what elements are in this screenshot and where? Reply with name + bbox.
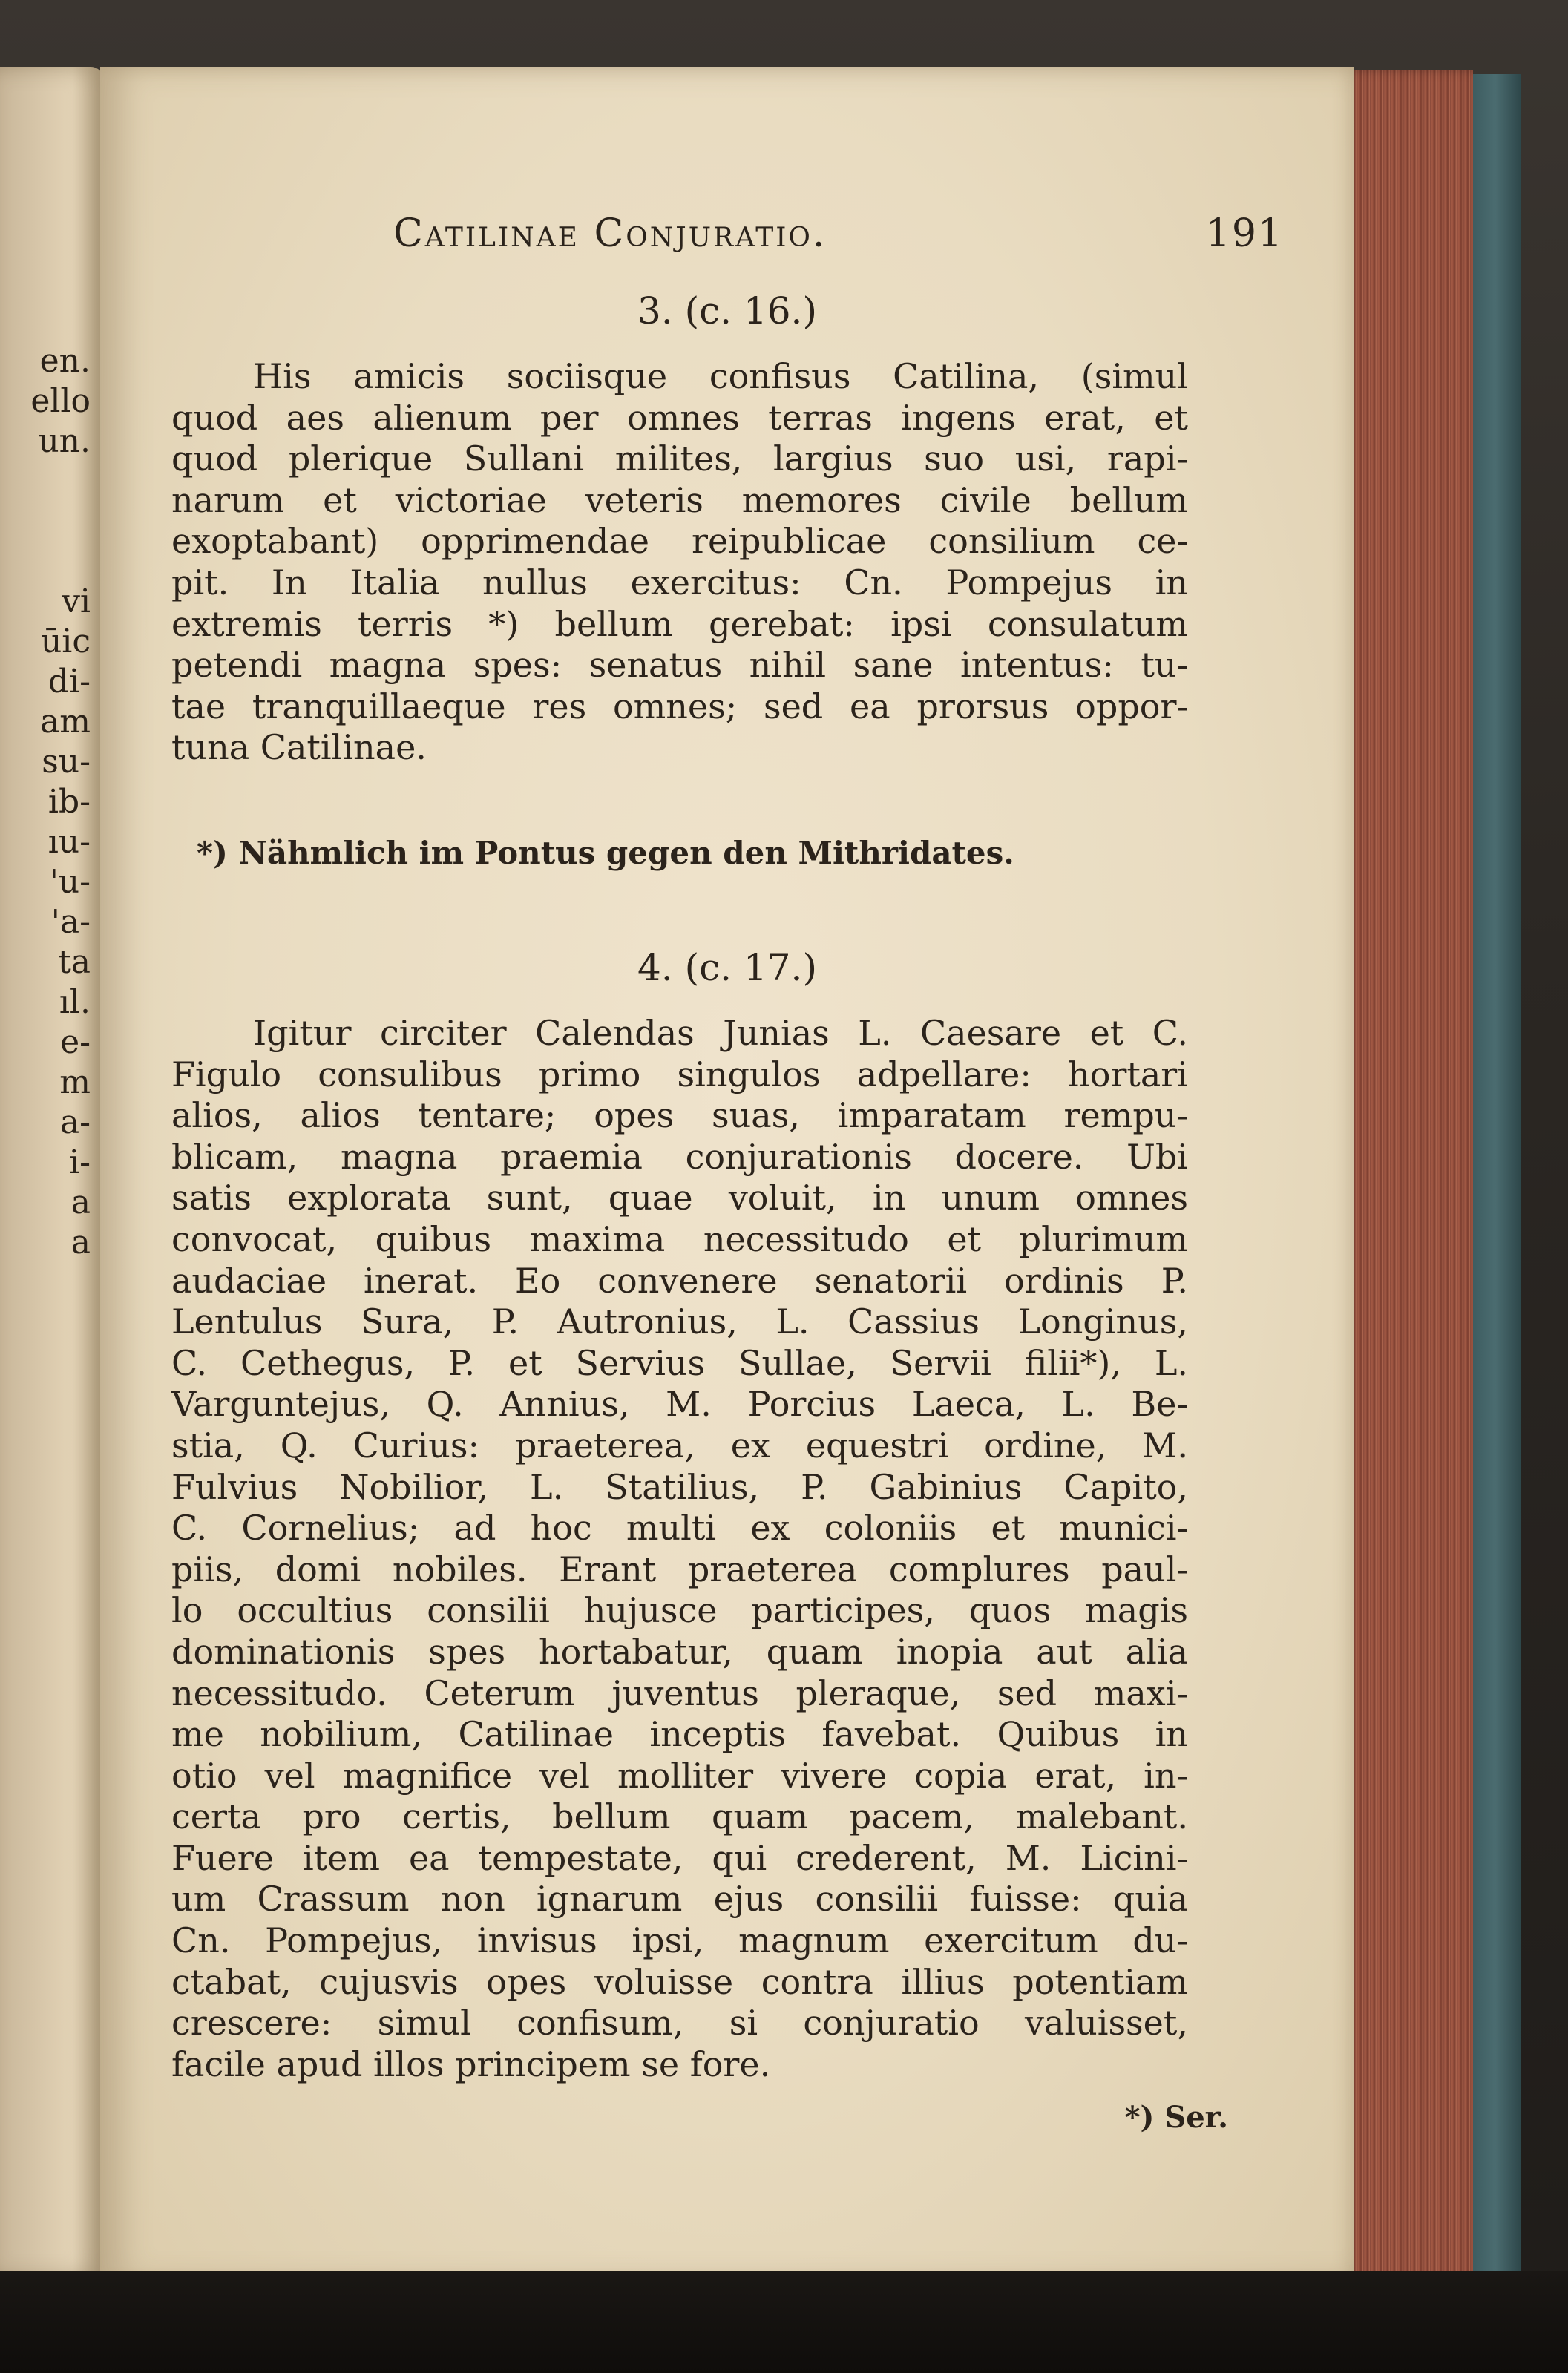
text-line: certa pro certis, bellum quam pacem, malebant.: [171, 1796, 1188, 1837]
facing-page-fragment: [0, 542, 96, 582]
running-head: [393, 211, 1284, 263]
text-line: facile apud illos principem se fore.: [171, 2044, 771, 2084]
text-line: extremis terris *) bellum gerebat: ipsi consulatum: [171, 603, 1188, 644]
text-line: audaciae inerat. Eo convenere senatorii ordinis P.: [171, 1260, 1188, 1301]
text-line: blicam, magna praemia conjurationis docere. Ubi: [171, 1136, 1188, 1177]
catchword: *) Ser.: [1124, 2100, 1228, 2135]
text-line: Figulo consulibus primo singulos adpellare: hortari: [171, 1054, 1188, 1094]
text-line: um Crassum non ignarum ejus consilii fuisse: quia: [171, 1879, 1188, 1920]
text-line: narum et victoriae veteris memores civile bellum: [171, 479, 1188, 520]
facing-page-fragment: ūic: [40, 623, 91, 660]
facing-page-fragment: [0, 502, 96, 542]
text-line: otio vel magnifice vel molliter vivere copia erat, in-: [171, 1755, 1188, 1796]
text-line: His amicis sociisque confisus Catilina, (simul: [253, 356, 1188, 396]
footnote: *) Nähmlich im Pontus gegen den Mithridates.: [197, 835, 1014, 871]
text-line: Cn. Pompejus, invisus ipsi, magnum exercitum du-: [171, 1920, 1188, 1961]
book-cover-edge: [1469, 74, 1521, 2271]
facing-page-fragment: [0, 462, 96, 502]
facing-page-fragment: en.: [39, 342, 91, 380]
facing-page-fragment: ıu-: [47, 823, 91, 861]
facing-page-fragment: 'a-: [50, 903, 91, 941]
text-line: piis, domi nobiles. Erant praeterea complures paul-: [171, 1549, 1188, 1589]
facing-page-fragment: m: [59, 1063, 91, 1101]
facing-page-fragment: am: [40, 703, 91, 741]
text-line: tuna Catilinae.: [171, 727, 427, 768]
text-line: Fulvius Nobilior, L. Statilius, P. Gabinius Capito,: [171, 1466, 1188, 1507]
facing-page-fragment: e-: [60, 1023, 91, 1061]
text-line: crescere: simul confisum, si conjuratio valuisset,: [171, 2003, 1188, 2044]
facing-page-fragment: a: [70, 1184, 91, 1221]
page-block-edges: [1343, 70, 1473, 2282]
facing-page-text-fragments: [0, 341, 96, 1263]
facing-page-fragment: ıl.: [59, 983, 91, 1021]
text-line: necessitudo. Ceterum juventus pleraque, sed maxi-: [171, 1673, 1188, 1713]
text-line: Varguntejus, Q. Annius, M. Porcius Laeca, L. Be-: [171, 1384, 1188, 1425]
text-line: satis explorata sunt, quae voluit, in unum omnes: [171, 1178, 1188, 1218]
text-line: alios, alios tentare; opes suas, imparatam rempu-: [171, 1095, 1188, 1136]
facing-page-fragment: 'u-: [49, 863, 91, 901]
table-surface: [0, 2271, 1568, 2373]
facing-page-fragment: vi: [62, 582, 91, 620]
facing-page-fragment: di-: [47, 663, 91, 700]
text-line: quod plerique Sullani milites, largius suo usi, rapi-: [171, 439, 1188, 479]
facing-page-fragment: ello: [30, 382, 91, 420]
facing-page-fragment: ta: [58, 943, 91, 981]
text-line: quod aes alienum per omnes terras ingens erat, et: [171, 397, 1188, 438]
text-line: dominationis spes hortabatur, quam inopia aut alia: [171, 1631, 1188, 1672]
text-line: C. Cornelius; ad hoc multi ex coloniis et munici-: [171, 1508, 1188, 1549]
paragraph-section-3: [171, 356, 1188, 769]
text-line: stia, Q. Curius: praeterea, ex equestri ordine, M.: [171, 1425, 1188, 1466]
text-line: ctabat, cujusvis opes voluisse contra illius potentiam: [171, 1961, 1188, 2002]
facing-page-fragment: a: [70, 1224, 91, 1261]
text-line: Lentulus Sura, P. Autronius, L. Cassius Longinus,: [171, 1302, 1188, 1342]
text-line: pit. In Italia nullus exercitus: Cn. Pompejus in: [171, 562, 1188, 603]
page-number: 191: [1205, 211, 1284, 256]
facing-page-fragment: a-: [59, 1103, 91, 1141]
text-line: Igitur circiter Calendas Junias L. Caesare et C.: [253, 1013, 1188, 1053]
text-line: Fuere item ea tempestate, qui crederent, M. Licini-: [171, 1837, 1188, 1878]
book-page: [100, 67, 1354, 2282]
text-line: convocat, quibus maxima necessitudo et plurimum: [171, 1218, 1188, 1259]
running-title: Catilinae Conjuratio.: [393, 211, 827, 256]
text-line: C. Cethegus, P. et Servius Sullae, Servii filii*), L.: [171, 1342, 1188, 1383]
facing-page-fragment: ib-: [47, 783, 91, 821]
text-line: tae tranquillaeque res omnes; sed ea prorsus oppor-: [171, 686, 1188, 726]
section-heading-3: 3. (c. 16.): [637, 289, 817, 332]
text-line: exoptabant) opprimendae reipublicae consilium ce-: [171, 521, 1188, 562]
paragraph-section-4: [171, 1013, 1188, 2085]
facing-page-edge: [0, 67, 104, 2278]
text-line: me nobilium, Catilinae inceptis favebat. Quibus in: [171, 1714, 1188, 1755]
facing-page-fragment: un.: [38, 422, 91, 460]
facing-page-fragment: i-: [69, 1143, 91, 1181]
text-line: petendi magna spes: senatus nihil sane intentus: tu-: [171, 645, 1188, 686]
facing-page-fragment: su-: [42, 743, 91, 781]
section-heading-4: 4. (c. 17.): [637, 946, 817, 989]
text-line: lo occultius consilii hujusce participes, quos magis: [171, 1590, 1188, 1631]
